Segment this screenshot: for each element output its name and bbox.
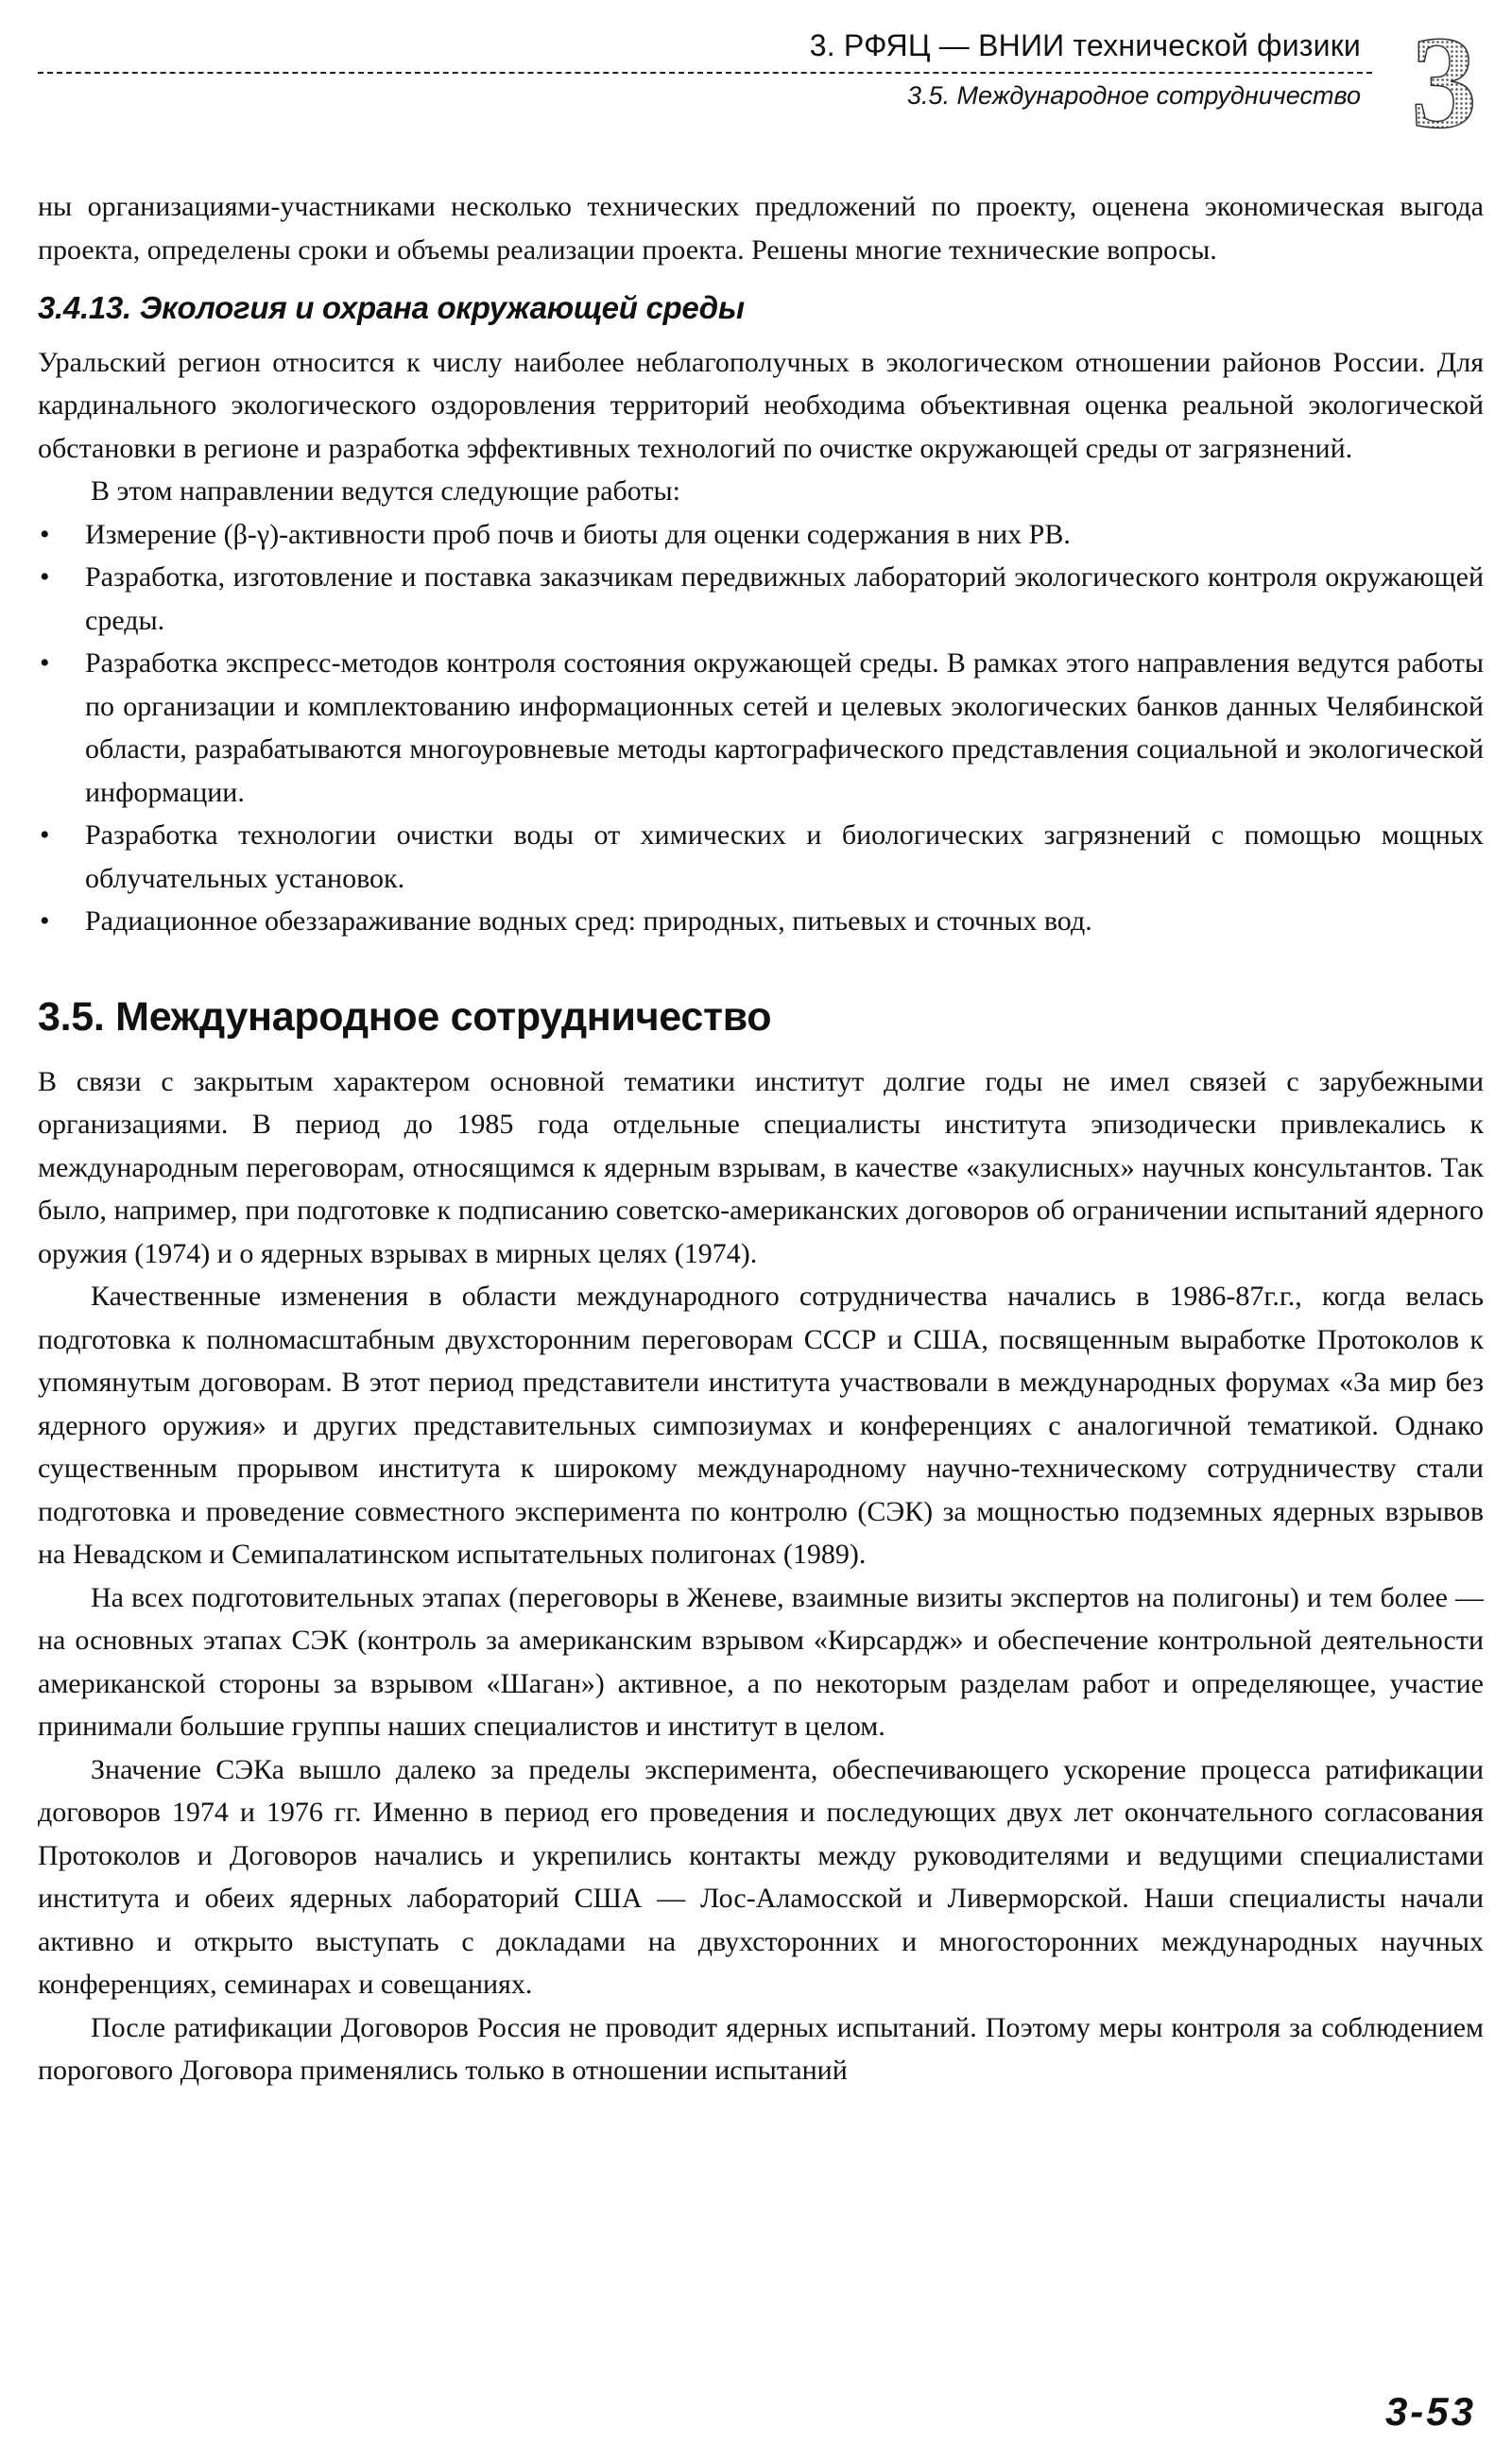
chapter-number-digit: 3 bbox=[1411, 21, 1477, 144]
running-head-chapter-title: 3. РФЯЦ — ВНИИ технической физики bbox=[809, 28, 1361, 62]
running-head-section-title: 3.5. Международное сотрудничество bbox=[907, 81, 1361, 110]
section-heading-international: 3.5. Международное сотрудничество bbox=[38, 993, 772, 1040]
bullet-icon: • bbox=[40, 819, 50, 851]
list-item: • Разработка технологии очистки воды от химических и биологических загрязнений с помощью мощных облучательных установок. bbox=[38, 814, 1484, 900]
continued-paragraph: ны организациями-участниками несколько технических предложений по проекту, оценена экономическая выгода проекта, определены сроки и объемы реализации проекта. Решены многие технические вопросы. bbox=[38, 191, 1484, 266]
international-paragraph-2: Качественные изменения в области международного сотрудничества начались в 1986-87г.г., когда велась подготовка к полномасштабным двухсторонним переговорам СССР и США, посвященным выработке Протоколов к упомянутым договорам. В этот период представители института участвовали в международных форумах «За мир без ядерного оружия» и других представительных симпозиумах и конференциях с аналогичной тематикой. Однако существенным прорывом института к широкому международному научно-техническому сотрудничеству стали подготовка и проведение совместного эксперимента по контролю (СЭК) за мощностью подземных ядерных взрывов на Невадском и Семипалатинском испытательных полигонах (1989). bbox=[38, 1281, 1484, 1570]
page-number: 3-53 bbox=[1384, 2389, 1476, 2434]
page-body bbox=[38, 185, 1484, 2092]
ecology-subsection-heading: 3.4.13. Экология и охрана окружающей среды bbox=[38, 290, 745, 325]
list-item: • Радиационное обеззараживание водных сред: природных, питьевых и сточных вод. bbox=[38, 900, 1484, 943]
international-paragraph-3: На всех подготовительных этапах (переговоры в Женеве, взаимные визиты экспертов на полигоны) и тем более — на основных этапах СЭК (контроль за американским взрывом «Кирсардж» и обеспечение контрольной деятельности американской стороны за взрывом «Шаган») активное, а по некоторым разделам работ и определяющее, участие принимали большие группы наших специалистов и институт в целом. bbox=[38, 1581, 1484, 1742]
bullet-icon: • bbox=[40, 905, 50, 937]
bullet-icon: • bbox=[40, 518, 50, 550]
ecology-paragraph-2: В этом направлении ведутся следующие работы: bbox=[91, 475, 680, 507]
bullet-icon: • bbox=[40, 561, 50, 593]
ecology-work-list bbox=[38, 513, 1484, 943]
ecology-paragraph-1: Уральский регион относится к числу наиболее неблагополучных в экологическом отношении районов России. Для кардинального экологического оздоровления территорий необходима объективная оценка реальной экологической обстановки в регионе и разработка эффективных технологий по очистке окружающей среды от загрязнений. bbox=[38, 346, 1484, 464]
international-paragraph-5: После ратификации Договоров Россия не проводит ядерных испытаний. Поэтому меры контроля за соблюдением порогового Договора применялись только в отношении испытаний bbox=[38, 2011, 1484, 2086]
chapter-number-emblem bbox=[1383, 21, 1493, 144]
list-item: • Разработка экспресс-методов контроля состояния окружающей среды. В рамках этого направления ведутся работы по организации и комплектованию информационных сетей и целевых экологических банков данных Челябинской области, разрабатываются многоуровневые методы картографического представления социальной и экологической информации. bbox=[38, 642, 1484, 814]
running-head-rule bbox=[38, 72, 1372, 74]
running-head bbox=[38, 21, 1493, 144]
list-item: • Измерение (β-γ)-активности проб почв и биоты для оценки содержания в них РВ. bbox=[38, 513, 1484, 557]
international-paragraph-4: Значение СЭКа вышло далеко за пределы эксперимента, обеспечивающего ускорение процесса ратификации договоров 1974 и 1976 гг. Именно в период его проведения и последующих двух лет окончательного согласования Протоколов и Договоров начались и укрепились контакты между руководителями и ведущими специалистами института и обеих ядерных лабораторий США — Лос-Аламосской и Ливерморской. Наши специалисты начали активно и открыто выступать с докладами на двухсторонних и многосторонних международных научных конференциях, семинарах и совещаниях. bbox=[38, 1753, 1484, 2000]
bullet-icon: • bbox=[40, 647, 50, 679]
list-item: • Разработка, изготовление и поставка заказчикам передвижных лабораторий экологического контроля окружающей среды. bbox=[38, 556, 1484, 642]
international-paragraph-1: В связи с закрытым характером основной тематики институт долгие годы не имел связей с зарубежными организациями. В период до 1985 года отдельные специалисты института эпизодически привлекались к международным переговорам, относящимся к ядерным взрывам, в качестве «закулисных» научных консультантов. Так было, например, при подготовке к подписанию советско-американских договоров об ограничении испытаний ядерного оружия (1974) и о ядерных взрывах в мирных целях (1974). bbox=[38, 1065, 1484, 1269]
